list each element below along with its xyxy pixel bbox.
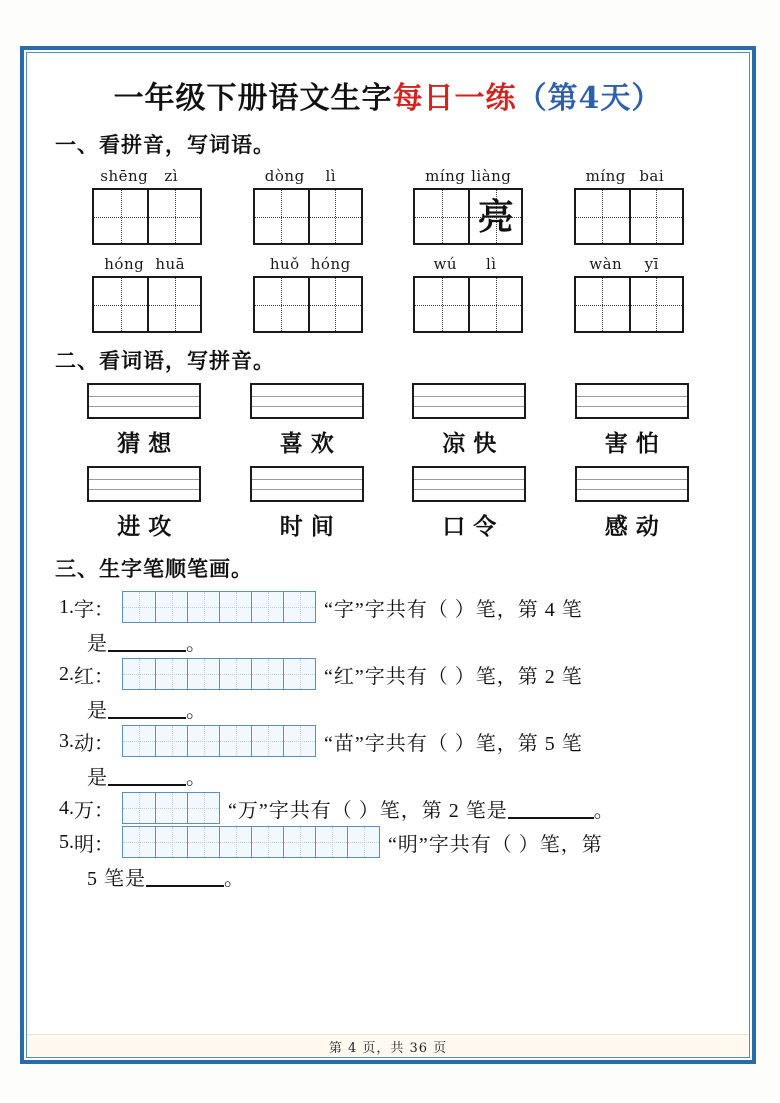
stroke-order-cell[interactable] <box>123 793 155 823</box>
word-pinyin-item <box>412 383 526 458</box>
stroke-count-question: “苗”字共有（ ）笔，第 5 笔 <box>324 732 583 755</box>
pinyin-syllable: yī <box>644 255 659 273</box>
vocabulary-word: 凉快 <box>442 430 505 457</box>
tianzige-cell[interactable] <box>147 190 200 243</box>
stroke-count-question: “万”字共有（ ）笔，第 2 笔是 <box>228 799 508 822</box>
word-pinyin-row <box>53 466 723 541</box>
word-pinyin-item <box>87 383 201 458</box>
four-line-rule <box>577 489 687 490</box>
four-line-rule <box>89 396 199 397</box>
pinyin-syllable: huā <box>155 255 186 273</box>
word-pinyin-row <box>53 383 723 458</box>
stroke-order-cell[interactable] <box>251 592 283 622</box>
stroke-order-cell[interactable] <box>251 726 283 756</box>
section-2-heading: 二、看词语，写拼音。 <box>55 349 275 373</box>
word-pinyin-item <box>412 466 526 541</box>
tianzige-cell[interactable] <box>94 190 147 243</box>
word-pinyin-item <box>250 466 364 541</box>
four-line-rule <box>89 479 199 480</box>
four-line-rule <box>252 489 362 490</box>
pinyin-label <box>92 255 202 273</box>
pinyin-label <box>413 255 523 273</box>
four-line-rule <box>577 479 687 480</box>
sentence-period: 。 <box>186 767 207 789</box>
stroke-count-question: “明”字共有（ ）笔，第 <box>388 833 603 856</box>
stroke-order-grid[interactable] <box>122 725 316 757</box>
pinyin-syllable: zì <box>164 167 179 185</box>
item-number: 5. <box>59 830 74 853</box>
pinyin-syllable: wàn <box>589 255 623 273</box>
pinyin-label <box>574 167 684 185</box>
tianzige-cell[interactable] <box>308 190 361 243</box>
stroke-order-cell[interactable] <box>251 659 283 689</box>
four-line-rule <box>89 406 199 407</box>
title-part-black: 一年级下册语文生字 <box>113 81 393 116</box>
sentence-period: 。 <box>186 700 207 722</box>
pinyin-syllable: míng <box>425 167 466 185</box>
pinyin-syllable: hóng <box>104 255 145 273</box>
stroke-order-item <box>53 591 723 656</box>
section-3-heading: 三、生字笔顺笔画。 <box>55 557 253 581</box>
pinyin-label <box>574 255 684 273</box>
answer-blank[interactable] <box>508 797 594 819</box>
stroke-order-cell[interactable] <box>155 592 187 622</box>
pinyin-word-item <box>574 167 684 245</box>
tianzige-cell[interactable] <box>576 278 629 331</box>
stroke-order-cell[interactable] <box>219 592 251 622</box>
answer-blank[interactable] <box>146 865 224 887</box>
vocabulary-word: 进攻 <box>117 513 180 540</box>
page-footer: 第 4 页，共 36 页 <box>328 1041 448 1056</box>
stroke-order-cell[interactable] <box>155 659 187 689</box>
stroke-order-cell[interactable] <box>315 827 347 857</box>
four-line-rule <box>252 406 362 407</box>
pinyin-word-row <box>53 167 723 245</box>
tianzige-cell[interactable] <box>147 278 200 331</box>
worksheet-content <box>26 52 750 1058</box>
tianzige-grid[interactable] <box>92 188 202 245</box>
stroke-order-cell[interactable] <box>155 726 187 756</box>
tianzige-grid[interactable] <box>253 276 363 333</box>
stroke-order-cell[interactable] <box>251 827 283 857</box>
pinyin-syllable: huǒ <box>269 255 300 273</box>
pinyin-syllable: hóng <box>310 255 351 273</box>
stroke-order-line <box>53 826 723 858</box>
pinyin-four-line-box[interactable] <box>250 466 364 502</box>
stroke-order-item <box>53 658 723 723</box>
stroke-order-cell[interactable] <box>187 659 219 689</box>
tianzige-grid[interactable] <box>92 276 202 333</box>
pinyin-syllable: lì <box>325 167 337 185</box>
stroke-order-grid[interactable] <box>122 792 220 824</box>
prefilled-character: 亮 <box>477 195 514 238</box>
tianzige-grid[interactable] <box>574 188 684 245</box>
stroke-count-question: “字”字共有（ ）笔，第 4 笔 <box>324 598 583 621</box>
stroke-order-answer-line <box>87 761 723 790</box>
stroke-order-character-label: 红： <box>74 665 114 688</box>
pinyin-word-item <box>253 167 363 245</box>
vocabulary-word: 时间 <box>279 513 342 540</box>
pinyin-four-line-box[interactable] <box>250 383 364 419</box>
section-3-body <box>53 591 723 891</box>
stroke-order-character-label: 字： <box>74 598 114 621</box>
item-number: 3. <box>59 729 74 752</box>
stroke-order-cell[interactable] <box>283 726 315 756</box>
word-pinyin-item <box>250 383 364 458</box>
stroke-order-grid[interactable] <box>122 826 380 858</box>
stroke-order-cell[interactable] <box>187 793 219 823</box>
four-line-rule <box>577 396 687 397</box>
section-1-body <box>53 167 723 333</box>
tianzige-grid[interactable] <box>253 188 363 245</box>
stroke-order-cell[interactable] <box>123 827 155 857</box>
stroke-order-cell[interactable] <box>219 726 251 756</box>
tianzige-cell[interactable] <box>415 190 468 243</box>
four-line-rule <box>414 479 524 480</box>
stroke-order-cell[interactable] <box>219 827 251 857</box>
pinyin-syllable: wú <box>433 255 457 273</box>
stroke-order-item <box>53 826 723 891</box>
section-2-body <box>53 383 723 541</box>
sentence-period: 。 <box>224 868 245 890</box>
pinyin-four-line-box[interactable] <box>575 466 689 502</box>
pinyin-four-line-box[interactable] <box>412 383 526 419</box>
tianzige-grid[interactable] <box>413 188 523 245</box>
answer-blank[interactable] <box>108 697 186 719</box>
item-number: 1. <box>59 595 74 618</box>
tianzige-cell[interactable] <box>468 278 521 331</box>
stroke-order-cell[interactable] <box>123 592 155 622</box>
answer-prefix: 是 <box>87 633 108 655</box>
stroke-order-cell[interactable] <box>123 726 155 756</box>
answer-blank[interactable] <box>108 764 186 786</box>
pinyin-word-item <box>92 167 202 245</box>
stroke-order-cell[interactable] <box>155 793 187 823</box>
stroke-order-cell[interactable] <box>123 659 155 689</box>
pinyin-label <box>253 167 363 185</box>
stroke-order-item <box>53 792 723 824</box>
tianzige-cell[interactable] <box>576 190 629 243</box>
vocabulary-word: 害怕 <box>604 430 667 457</box>
pinyin-label <box>92 167 202 185</box>
four-line-rule <box>414 396 524 397</box>
stroke-order-cell[interactable] <box>283 592 315 622</box>
vocabulary-word: 猜想 <box>117 430 180 457</box>
tianzige-cell[interactable] <box>629 278 682 331</box>
tianzige-cell[interactable] <box>468 190 521 243</box>
four-line-rule <box>414 489 524 490</box>
stroke-order-cell[interactable] <box>155 827 187 857</box>
answer-prefix: 是 <box>87 767 108 789</box>
tianzige-grid[interactable] <box>574 276 684 333</box>
stroke-order-grid[interactable] <box>122 591 316 623</box>
pinyin-word-item <box>413 255 523 333</box>
item-number: 2. <box>59 662 74 685</box>
pinyin-label <box>253 255 363 273</box>
worksheet-page <box>20 46 756 1064</box>
page-title <box>53 73 723 117</box>
sentence-period: 。 <box>593 799 615 822</box>
pinyin-four-line-box[interactable] <box>575 383 689 419</box>
section-1-heading: 一、看拼音，写词语。 <box>55 133 275 157</box>
pinyin-four-line-box[interactable] <box>87 466 201 502</box>
vocabulary-word: 口令 <box>442 513 505 540</box>
pinyin-word-row <box>53 255 723 333</box>
sentence-period: 。 <box>186 633 207 655</box>
four-line-rule <box>414 406 524 407</box>
title-part-blue: （第4天） <box>516 81 663 116</box>
stroke-order-character-label: 动： <box>74 732 114 755</box>
stroke-order-line <box>53 591 723 623</box>
word-pinyin-item <box>575 466 689 541</box>
stroke-order-cell[interactable] <box>283 659 315 689</box>
title-part-red: 每日一练 <box>392 81 517 116</box>
pinyin-label <box>413 167 523 185</box>
pinyin-syllable: shēng <box>100 167 149 185</box>
stroke-order-line <box>53 725 723 757</box>
stroke-order-answer-line <box>87 627 723 656</box>
stroke-order-cell[interactable] <box>347 827 379 857</box>
stroke-order-item <box>53 725 723 790</box>
tianzige-cell[interactable] <box>255 278 308 331</box>
answer-prefix: 是 <box>87 700 108 722</box>
answer-prefix: 5 笔是 <box>87 868 146 890</box>
stroke-order-cell[interactable] <box>187 726 219 756</box>
four-line-rule <box>577 406 687 407</box>
pinyin-four-line-box[interactable] <box>87 383 201 419</box>
word-pinyin-item <box>575 383 689 458</box>
stroke-order-line <box>53 658 723 690</box>
stroke-order-cell[interactable] <box>187 592 219 622</box>
tianzige-cell[interactable] <box>415 278 468 331</box>
pinyin-syllable: lì <box>485 255 497 273</box>
four-line-rule <box>252 479 362 480</box>
stroke-count-question: “红”字共有（ ）笔，第 2 笔 <box>324 665 583 688</box>
stroke-order-character-label: 明： <box>74 833 114 856</box>
pinyin-word-item <box>253 255 363 333</box>
four-line-rule <box>89 489 199 490</box>
four-line-rule <box>252 396 362 397</box>
pinyin-four-line-box[interactable] <box>412 466 526 502</box>
stroke-order-cell[interactable] <box>283 827 315 857</box>
stroke-order-line <box>53 792 723 824</box>
pinyin-syllable: liàng <box>471 167 512 185</box>
stroke-order-cell[interactable] <box>187 827 219 857</box>
stroke-order-grid[interactable] <box>122 658 316 690</box>
stroke-order-cell[interactable] <box>219 659 251 689</box>
answer-blank[interactable] <box>108 630 186 652</box>
pinyin-syllable: bai <box>639 167 665 185</box>
vocabulary-word: 喜欢 <box>279 430 342 457</box>
pinyin-word-item <box>92 255 202 333</box>
stroke-order-character-label: 万： <box>74 799 114 822</box>
tianzige-cell[interactable] <box>629 190 682 243</box>
vocabulary-word: 感动 <box>604 513 667 540</box>
tianzige-cell[interactable] <box>308 278 361 331</box>
word-pinyin-item <box>87 466 201 541</box>
pinyin-word-item <box>574 255 684 333</box>
pinyin-syllable: dòng <box>264 167 305 185</box>
stroke-order-answer-line <box>87 694 723 723</box>
tianzige-cell[interactable] <box>255 190 308 243</box>
tianzige-grid[interactable] <box>413 276 523 333</box>
stroke-order-answer-line <box>87 862 723 891</box>
item-number: 4. <box>59 796 74 819</box>
pinyin-syllable: míng <box>585 167 626 185</box>
pinyin-word-item <box>413 167 523 245</box>
tianzige-cell[interactable] <box>94 278 147 331</box>
